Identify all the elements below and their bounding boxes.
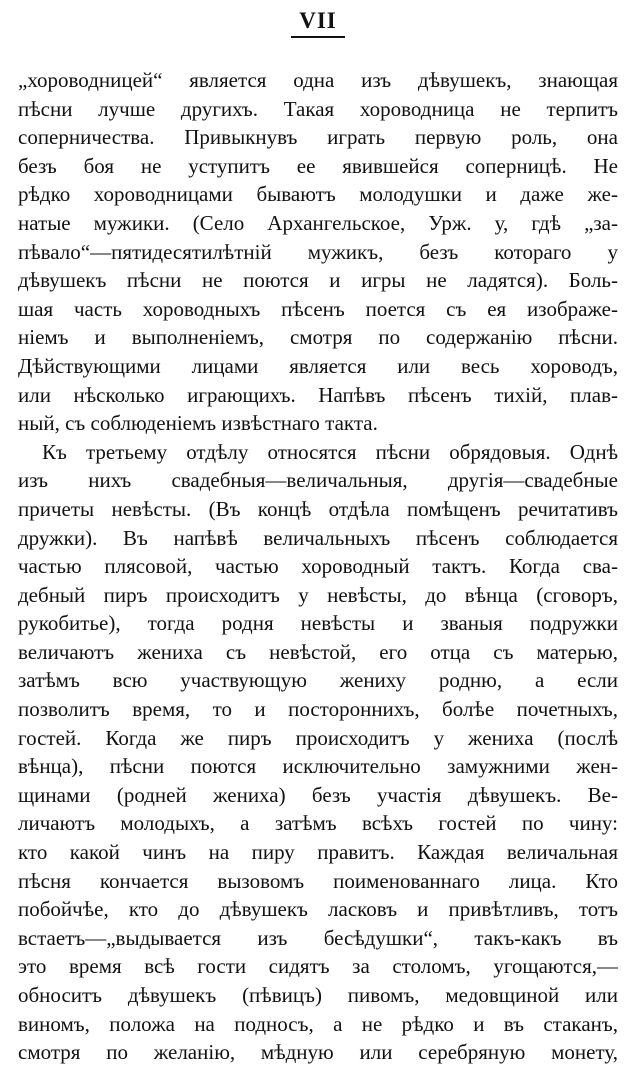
text-line: ніемъ и выполненіемъ, смотря по содержанію пѣсни.	[18, 325, 618, 350]
text-line: дружки). Въ напѣвѣ величальныхъ пѣсенъ соблюдается	[18, 525, 618, 550]
text-line: рѣдко хороводницами бываютъ молодушки и даже же-	[18, 182, 618, 207]
text-line: пѣвало“—пятидесятилѣтній мужикъ, безъ котораго у	[18, 239, 618, 264]
text-line: изъ нихъ свадебныя—величальныя, другія—свадебные	[18, 468, 618, 493]
text-line: дѣвушекъ пѣсни не поются и игры не ладятся). Боль-	[18, 268, 618, 293]
text-line: дебный пиръ происходитъ у невѣсты, до вѣнца (сговоръ,	[18, 582, 618, 607]
text-line: пѣсни лучше другихъ. Такая хороводница не терпитъ	[18, 96, 618, 121]
text-line: виномъ, положа на подносъ, а не рѣдко и въ стаканъ,	[18, 1011, 618, 1036]
text-line: побойчѣе, кто до дѣвушекъ ласковъ и привѣтливъ, тотъ	[18, 897, 618, 922]
text-line: затѣмъ всю участвующую жениху родню, а если	[18, 668, 618, 693]
text-line: частью плясовой, частью хороводный тактъ. Когда сва-	[18, 554, 618, 579]
paragraph-2	[18, 438, 618, 1067]
text-line: рукобитье), тогда родня невѣсты и званыя подружки	[18, 611, 618, 636]
text-line: или нѣсколько играющихъ. Напѣвъ пѣсенъ тихій, плав-	[18, 382, 618, 407]
text-body	[18, 66, 618, 1067]
text-line: щинами (родней жениха) безъ участія дѣвушекъ. Ве-	[18, 782, 618, 807]
text-line: соперничества. Привыкнувъ играть первую роль, она	[18, 125, 618, 150]
text-line: смотря по желанію, мѣдную или серебряную монету,	[18, 1040, 618, 1065]
text-line: причеты невѣсты. (Въ концѣ отдѣла помѣщенъ речитативъ	[18, 496, 618, 521]
text-line: кто какой чинъ на пиру правитъ. Каждая величальная	[18, 840, 618, 865]
text-line: пѣсня кончается вызовомъ поименованнаго лица. Кто	[18, 868, 618, 893]
text-line: натые мужики. (Село Архангельское, Урж. у, гдѣ „за-	[18, 210, 618, 235]
text-line: ный, съ соблюденіемъ извѣстнаго такта.	[18, 411, 378, 436]
page-number: VII	[291, 8, 345, 38]
text-line: „хороводницей“ является одна изъ дѣвушекъ, знающая	[18, 68, 618, 92]
text-line: шая часть хороводныхъ пѣсенъ поется съ ея изображе-	[18, 296, 618, 321]
text-line: это время всѣ гости сидятъ за столомъ, угощаются,—	[18, 954, 618, 979]
page-header	[0, 8, 636, 38]
paragraph-1	[18, 66, 618, 438]
text-line: Дѣйствующими лицами является или весь хороводъ,	[18, 353, 618, 378]
text-line: встаетъ—„выдывается изъ бесѣдушки“, такъ-какъ въ	[18, 925, 618, 950]
text-line: гостей. Когда же пиръ происходитъ у жениха (послѣ	[18, 725, 618, 750]
text-line: обноситъ дѣвушекъ (пѣвицъ) пивомъ, медовщиной или	[18, 983, 618, 1007]
text-line: позволитъ время, то и постороннихъ, болѣе почетныхъ,	[18, 697, 618, 722]
text-line: безъ боя не уступитъ ее явившейся соперницѣ. Не	[18, 153, 618, 178]
text-line: Къ третьему отдѣлу относятся пѣсни обрядовыя. Однѣ	[42, 439, 618, 464]
text-line: личаютъ молодыхъ, а затѣмъ всѣхъ гостей по чину:	[18, 811, 618, 836]
text-line: вѣнца), пѣсни поются исключительно замужними жен-	[18, 754, 618, 779]
text-line: величаютъ жениха съ невѣстой, его отца съ матерью,	[18, 639, 618, 664]
